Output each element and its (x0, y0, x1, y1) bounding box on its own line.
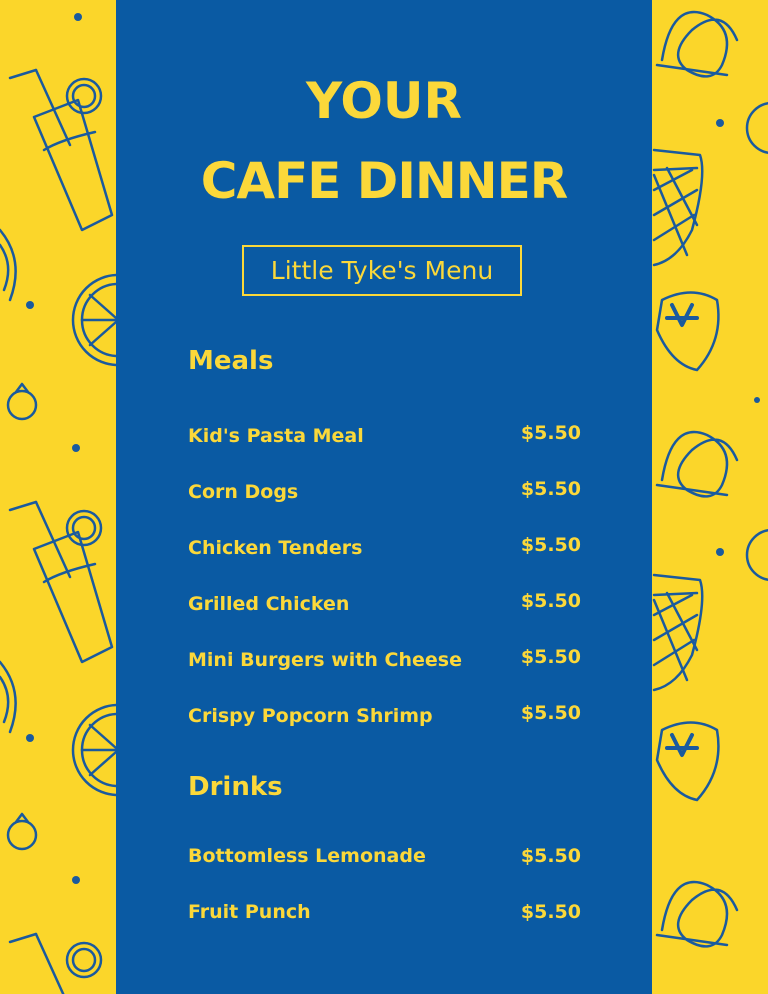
pretzel-icon (657, 12, 737, 76)
tomato-icon (8, 814, 36, 849)
item-price: $5.50 (520, 478, 581, 500)
item-name: Bottomless Lemonade (188, 845, 426, 867)
menu-item (188, 901, 581, 927)
lemon-slice-icon (73, 705, 116, 795)
menu-item (188, 590, 581, 619)
item-price: $5.50 (520, 422, 581, 444)
item-price: $5.50 (520, 534, 581, 556)
lemon-slice-icon (73, 275, 116, 365)
star-icon (716, 119, 760, 556)
left-pattern-strip (0, 0, 116, 994)
menu-item (188, 478, 581, 507)
item-price: $5.50 (520, 845, 581, 867)
item-price: $5.50 (520, 646, 581, 668)
section-heading-meals: Meals (188, 346, 274, 376)
watermelon-icon (0, 662, 16, 732)
item-price: $5.50 (520, 702, 581, 724)
menu-item (188, 422, 581, 451)
strawberry-icon (657, 293, 718, 371)
tomato-icon (8, 384, 36, 419)
waffle-cone-icon (654, 575, 702, 690)
menu-title-line1: YOUR (305, 72, 463, 130)
lemonade-glass-icon (10, 934, 101, 994)
item-name: Mini Burgers with Cheese (188, 649, 462, 671)
pretzel-icon (657, 882, 737, 946)
pretzel-icon (657, 432, 737, 496)
item-name: Corn Dogs (188, 481, 299, 503)
menu-title-line2: CAFE DINNER (200, 152, 568, 210)
waffle-cone-icon (654, 150, 702, 265)
section-heading-drinks: Drinks (188, 772, 283, 802)
item-name: Fruit Punch (188, 901, 311, 923)
menu-subtitle-box (242, 245, 522, 296)
item-price: $5.50 (520, 590, 581, 612)
orange-icon (747, 103, 768, 153)
item-name: Crispy Popcorn Shrimp (188, 705, 433, 727)
lemonade-glass-icon (10, 70, 112, 230)
item-name: Grilled Chicken (188, 593, 350, 615)
watermelon-icon (0, 230, 16, 300)
menu-subtitle: Little Tyke's Menu (270, 256, 494, 285)
menu-panel (116, 0, 652, 994)
menu-item (188, 845, 581, 871)
strawberry-icon (657, 723, 718, 801)
orange-icon (747, 530, 768, 580)
right-pattern-strip (652, 0, 768, 994)
item-name: Chicken Tenders (188, 537, 363, 559)
menu-item (188, 702, 581, 731)
menu-item (188, 646, 581, 675)
item-price: $5.50 (520, 901, 581, 923)
lemonade-glass-icon (10, 502, 112, 662)
menu-item (188, 534, 581, 563)
item-name: Kid's Pasta Meal (188, 425, 364, 447)
